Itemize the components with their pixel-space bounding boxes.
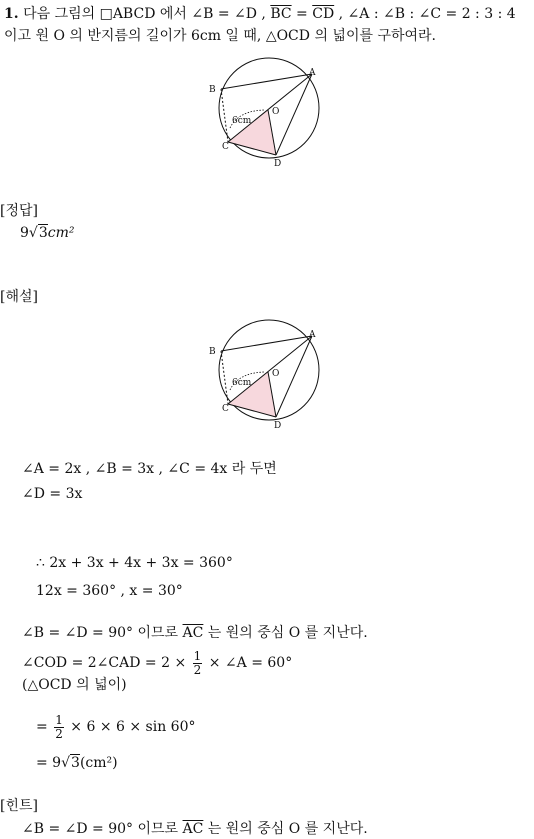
side-ad [276, 74, 312, 155]
geometry-figure-2 [208, 318, 328, 430]
solution-l8-b: × 6 × 6 × sin 60° [70, 719, 196, 735]
solution-radicand: 3 [71, 755, 80, 771]
solution-line-2: ∠D = 3x [22, 486, 83, 502]
label-a: A [309, 68, 316, 78]
solution-line-8 [36, 712, 195, 742]
label-o: O [272, 369, 280, 379]
fraction-numerator: 1 [193, 648, 202, 663]
fraction-numerator: 1 [55, 712, 63, 727]
label-d: D [274, 421, 282, 430]
answer-unit: cm² [47, 225, 75, 241]
solution-l8-a: = [36, 719, 48, 735]
solution-line-4: 12x = 360° , x = 30° [36, 583, 183, 599]
label-radius: 6cm [232, 378, 252, 388]
fraction-half [54, 714, 64, 741]
answer-coefficient: 9 [20, 225, 29, 241]
hint-header: [힌트] [0, 798, 38, 814]
answer-radicand: 3 [38, 225, 48, 241]
problem-line-1 [4, 5, 516, 23]
segment-ac: $\overline{AC}$ [182, 821, 204, 837]
hint-a: ∠B = ∠D = 90° 이므로 [22, 821, 183, 837]
side-ba [221, 336, 312, 351]
hint-line [22, 820, 368, 838]
geometry-figure-1 [208, 56, 328, 166]
solution-line-7: (△OCD 의 넓이) [22, 677, 127, 693]
side-bc [221, 351, 228, 404]
answer-header: [정답] [0, 203, 38, 219]
solution-line-5 [22, 624, 368, 642]
label-b: B [209, 347, 216, 357]
solution-l5-b: 는 원의 중심 O 를 지난다. [203, 625, 368, 641]
solution-l9-b: (cm²) [79, 755, 118, 771]
solution-line-6 [22, 648, 292, 678]
segment-ac: $\overline{AC}$ [182, 625, 204, 641]
label-radius: 6cm [232, 116, 252, 126]
solution-l5-a: ∠B = ∠D = 90° 이므로 [22, 625, 183, 641]
problem-text-a: 다음 그림의 □ABCD 에서 ∠B = ∠D , [23, 6, 271, 22]
solution-line-1: ∠A = 2x , ∠B = 3x , ∠C = 4x 라 두면 [22, 461, 277, 477]
problem-number: 1. [4, 6, 19, 22]
label-d: D [274, 159, 282, 166]
label-c: C [222, 404, 229, 414]
side-ad [276, 336, 312, 417]
hint-b: 는 원의 중심 O 를 지난다. [203, 821, 368, 837]
side-ba [221, 74, 312, 89]
solution-line-3: ∴ 2x + 3x + 4x + 3x = 360° [36, 555, 233, 571]
segment-bc: $\overline{BC}$ [270, 6, 292, 22]
fraction-denominator: 2 [55, 726, 63, 741]
problem-line-2: 이고 원 O 의 반지름의 길이가 6cm 일 때, △OCD 의 넓이를 구하여라. [4, 28, 436, 44]
problem-text-b: , ∠A : ∠B : ∠C = 2 : 3 : 4 [334, 6, 516, 22]
fraction-half [193, 650, 203, 677]
label-o: O [272, 107, 280, 117]
solution-l6-b: × ∠A = 60° [208, 655, 293, 671]
side-bc [221, 89, 228, 142]
label-a: A [309, 330, 316, 340]
answer-value: 9√3cm² [20, 225, 75, 241]
segment-cd: $\overline{CD}$ [312, 6, 335, 22]
problem-eq: = [291, 6, 313, 22]
solution-header: [해설] [0, 289, 38, 305]
label-b: B [209, 85, 216, 95]
fraction-denominator: 2 [193, 662, 202, 677]
solution-l9-a: = 9 [36, 755, 62, 771]
label-c: C [222, 142, 229, 152]
solution-l6-a: ∠COD = 2∠CAD = 2 × [22, 655, 187, 671]
solution-line-9: = 9√3(cm²) [36, 755, 118, 771]
